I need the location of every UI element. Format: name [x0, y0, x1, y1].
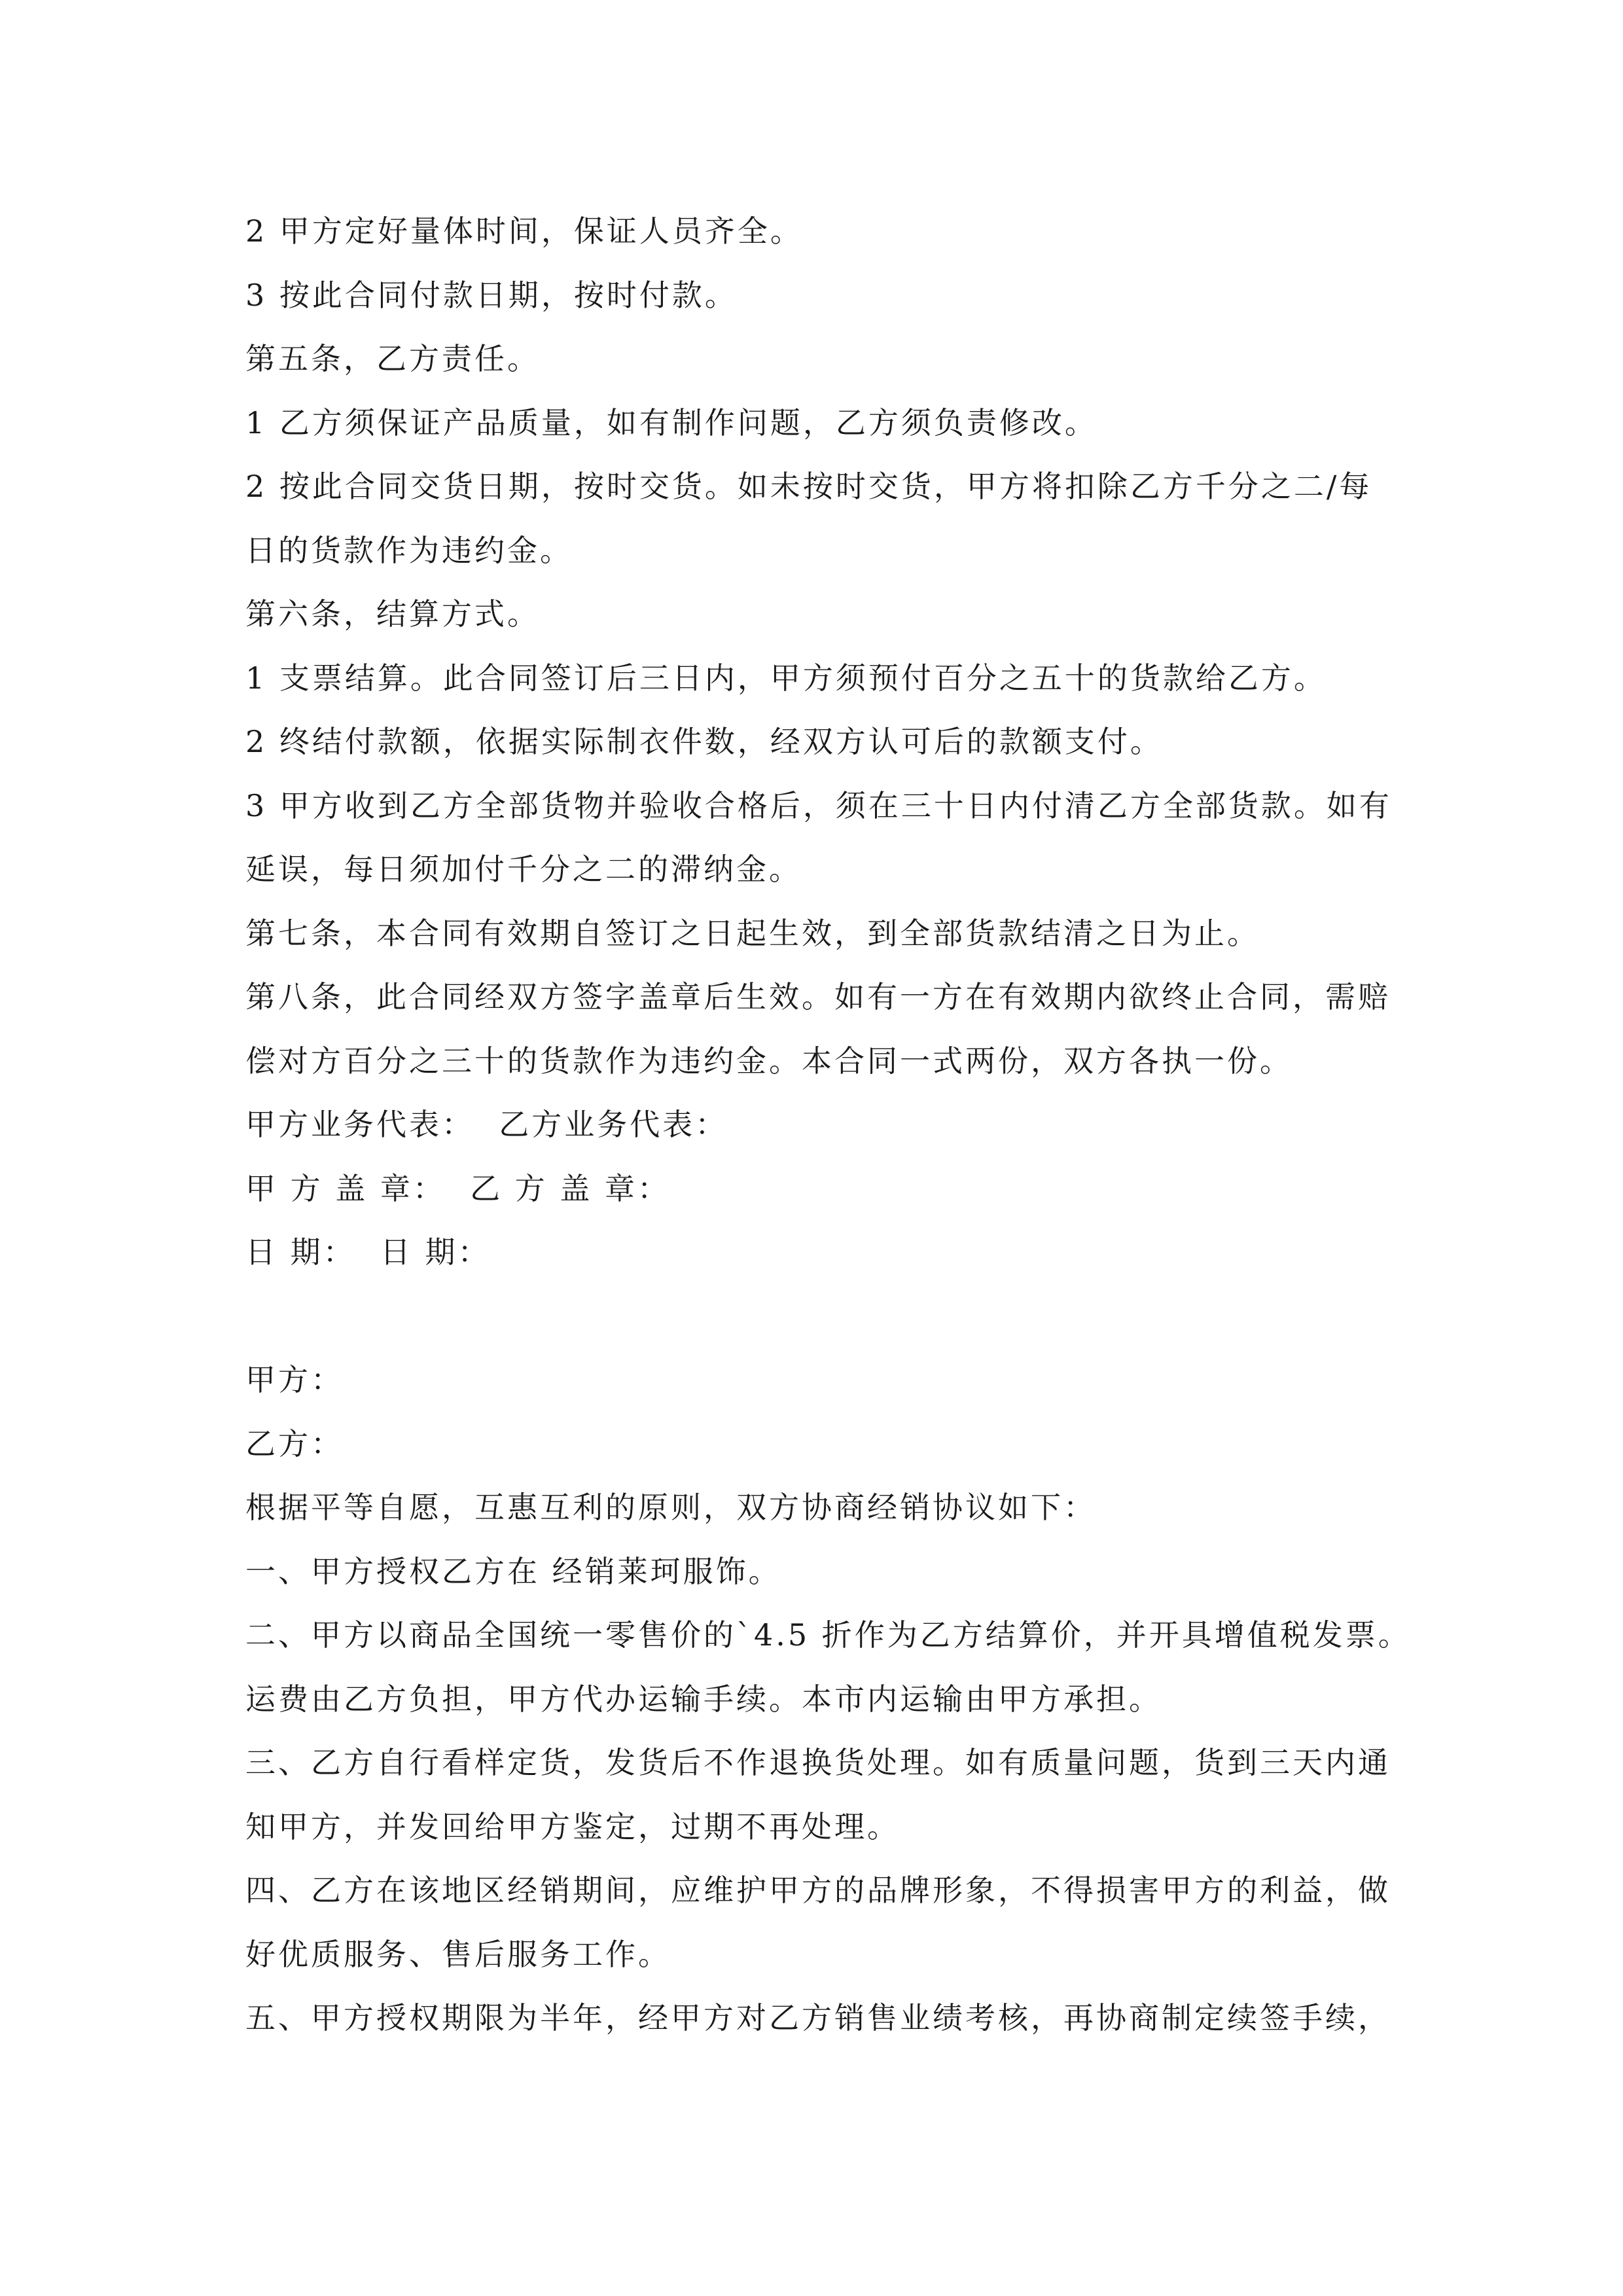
clause-line: 三、乙方自行看样定货，发货后不作退换货处理。如有质量问题，货到三天内通: [245, 1745, 1391, 1780]
text-line: 2 终结付款额，依据实际制衣件数，经双方认可后的款额支付。: [245, 724, 1163, 759]
clause-line: 二、甲方以商品全国统一零售价的`4.5 折作为乙方结算价，并开具增值税发票。: [245, 1617, 1411, 1653]
text-line: 运费由乙方负担，甲方代办运输手续。本市内运输由甲方承担。: [245, 1681, 1162, 1717]
text-line: 好优质服务、售后服务工作。: [245, 1936, 671, 1972]
text-line: 1 支票结算。此合同签订后三日内，甲方须预付百分之五十的货款给乙方。: [245, 660, 1327, 696]
signature-date-line: 日 期： 日 期：: [245, 1234, 491, 1270]
text-line: 2 甲方定好量体时间，保证人员齐全。: [245, 213, 803, 249]
text-line: 2 按此合同交货日期，按时交货。如未按时交货，甲方将扣除乙方千分之二/每: [245, 469, 1372, 504]
signature-seal-line: 甲 方 盖 章： 乙 方 盖 章：: [245, 1170, 670, 1206]
text-line: 偿对方百分之三十的货款作为违约金。本合同一式两份，双方各执一份。: [245, 1043, 1293, 1079]
clause-line: 四、乙方在该地区经销期间，应维护甲方的品牌形象，不得损害甲方的利益，做: [245, 1873, 1391, 1908]
party-b-line: 乙方：: [245, 1426, 344, 1462]
clause-line: 一、甲方授权乙方在 经销莱珂服饰。: [245, 1553, 781, 1589]
text-line: 3 按此合同付款日期，按时付款。: [245, 277, 738, 313]
text-line: 延误，每日须加付千分之二的滞纳金。: [245, 852, 802, 887]
text-line: 根据平等自愿，互惠互利的原则，双方协商经销协议如下：: [245, 1490, 1096, 1525]
blank-line: [245, 1285, 1417, 1349]
section-heading: 第八条，此合同经双方签字盖章后生效。如有一方在有效期内欲终止合同，需赔: [245, 979, 1391, 1014]
text-line: 知甲方，并发回给甲方鉴定，过期不再处理。: [245, 1808, 900, 1844]
clause-line: 五、甲方授权期限为半年，经甲方对乙方销售业绩考核，再协商制定续签手续，: [245, 2000, 1391, 2036]
document-body: [245, 200, 1417, 2051]
section-heading: 第五条，乙方责任。: [245, 341, 540, 376]
section-heading: 第六条，结算方式。: [245, 596, 540, 632]
text-line: 3 甲方收到乙方全部货物并验收合格后，须在三十日内付清乙方全部货款。如有: [245, 787, 1392, 823]
signature-representative-line: 甲方业务代表： 乙方业务代表：: [245, 1107, 728, 1142]
section-heading: 第七条，本合同有效期自签订之日起生效，到全部货款结清之日为止。: [245, 915, 1260, 951]
party-a-line: 甲方：: [245, 1362, 344, 1397]
text-line: 1 乙方须保证产品质量，如有制作问题，乙方须负责修改。: [245, 404, 1097, 440]
text-line: 日的货款作为违约金。: [245, 532, 573, 568]
